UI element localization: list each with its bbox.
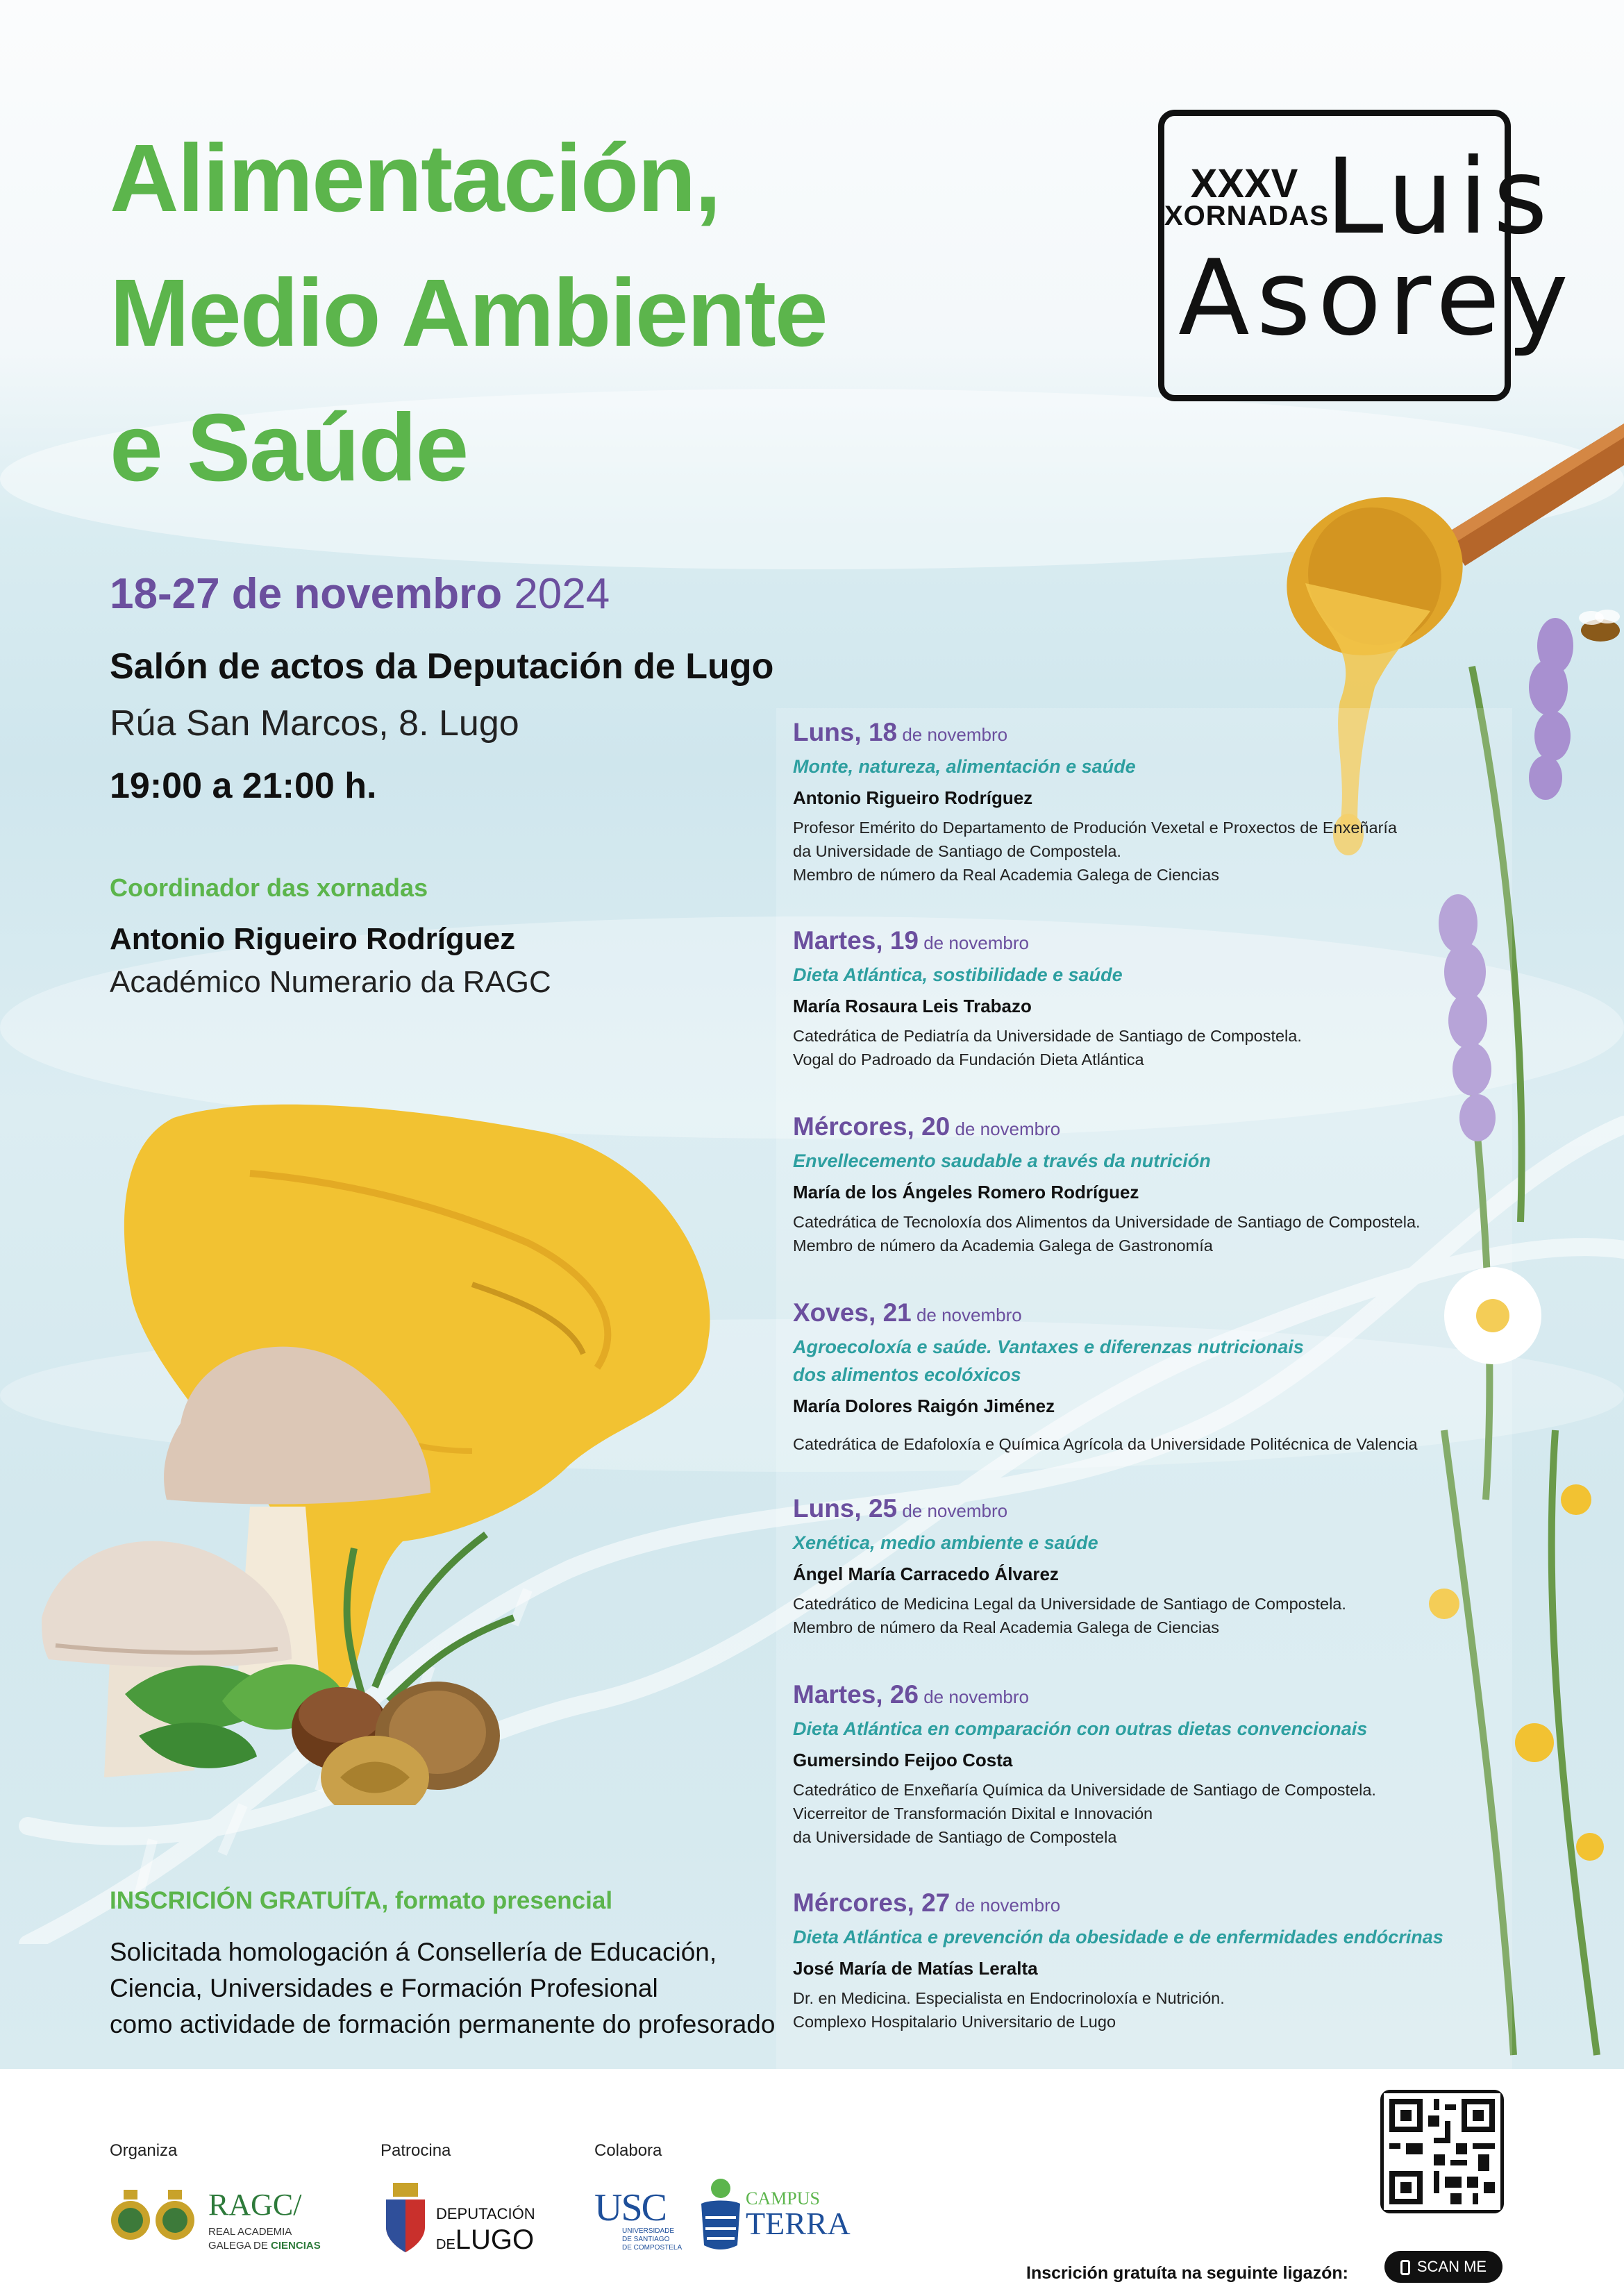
description-line: Dr. en Medicina. Especialista en Endocrinoloxía e Nutrición. bbox=[793, 1989, 1225, 2007]
session-description bbox=[793, 816, 1508, 887]
description-line: Complexo Hospitalario Universitario de Lugo bbox=[793, 2013, 1116, 2031]
description-line: Catedrática de Pediatría da Universidade de Santiago de Compostela. bbox=[793, 1027, 1302, 1045]
session-topic-line: Dieta Atlántica en comparación con outras dietas convencionais bbox=[793, 1718, 1368, 1739]
session-month: de novembro bbox=[897, 1500, 1008, 1521]
deputacion-crest-icon bbox=[380, 2179, 430, 2255]
session-topic-line: Dieta Atlántica, sostibilidade e saúde bbox=[793, 964, 1123, 985]
session-item bbox=[793, 926, 1508, 1071]
session-speaker: María de los Ángeles Romero Rodríguez bbox=[793, 1182, 1139, 1203]
deputacion-lugo: LUGO bbox=[455, 2224, 535, 2255]
description-line: Membro de número da Academia Galega de Gastronomía bbox=[793, 1237, 1213, 1255]
session-speaker: Ángel María Carracedo Álvarez bbox=[793, 1564, 1059, 1584]
session-day-label: Luns, 25 bbox=[793, 1494, 898, 1523]
registration-line: como actividade de formación permanente do profesorado bbox=[110, 2010, 776, 2038]
session-description bbox=[793, 1592, 1508, 1639]
phone-icon bbox=[1400, 2260, 1410, 2275]
session-month: de novembro bbox=[911, 1305, 1022, 1325]
deputacion-logo-text-2 bbox=[436, 2224, 534, 2256]
qr-code-icon[interactable] bbox=[1380, 2090, 1504, 2213]
ragc-logo-sub2a: GALEGA DE bbox=[208, 2240, 271, 2252]
description-line: Catedrático de Medicina Legal da Universidade de Santiago de Compostela. bbox=[793, 1595, 1346, 1613]
deputacion-logo-text-1: DEPUTACIÓN bbox=[436, 2205, 535, 2222]
session-speaker: María Rosaura Leis Trabazo bbox=[793, 996, 1032, 1016]
description-line: da Universidade de Santiago de Compostela bbox=[793, 1828, 1117, 1846]
campus-logo-text: CAMPUS bbox=[746, 2188, 820, 2209]
ragc-logo-sub2b: CIENCIAS bbox=[271, 2240, 321, 2252]
registration-text bbox=[110, 1934, 790, 2043]
session-day-label: Mércores, 20 bbox=[793, 1112, 951, 1141]
event-year: 2024 bbox=[502, 570, 610, 618]
session-topic bbox=[793, 961, 1508, 989]
event-venue: Salón de actos da Deputación de Lugo bbox=[110, 646, 774, 687]
session-month: de novembro bbox=[950, 1895, 1061, 1916]
scan-me-button[interactable] bbox=[1384, 2251, 1502, 2283]
session-topic bbox=[793, 1529, 1508, 1557]
session-day-label: Luns, 18 bbox=[793, 718, 898, 746]
description-line: Vogal do Padroado da Fundación Dieta Atlántica bbox=[793, 1050, 1144, 1069]
session-day bbox=[793, 1298, 1508, 1327]
session-item bbox=[793, 1298, 1508, 1456]
session-day-label: Mércores, 27 bbox=[793, 1888, 951, 1917]
registration-title: INSCRICIÓN GRATUÍTA, formato presencial bbox=[110, 1887, 613, 1914]
description-line: Membro de número da Real Academia Galega de Ciencias bbox=[793, 1618, 1219, 1636]
xornadas-logo bbox=[1158, 110, 1575, 401]
session-description bbox=[793, 1210, 1508, 1257]
session-topic bbox=[793, 1147, 1508, 1175]
usc-sub-line: DE COMPOSTELA bbox=[622, 2244, 683, 2252]
session-day bbox=[793, 1112, 1508, 1141]
description-line: Membro de número da Real Academia Galega de Ciencias bbox=[793, 866, 1219, 884]
deputacion-de: DE bbox=[436, 2237, 455, 2252]
session-day bbox=[793, 1680, 1508, 1709]
session-speaker: Antonio Rigueiro Rodríguez bbox=[793, 787, 1033, 808]
session-topic-line: Agroecoloxía e saúde. Vantaxes e diferenzas nutricionais bbox=[793, 1336, 1304, 1357]
food-illustration bbox=[42, 1090, 736, 1805]
description-line: Catedrática de Tecnoloxía dos Alimentos da Universidade de Santiago de Compostela. bbox=[793, 1213, 1421, 1231]
session-month: de novembro bbox=[919, 1686, 1029, 1707]
description-line: Profesor Emérito do Departamento de Produción Vexetal e Proxectos de Enxeñaría bbox=[793, 819, 1397, 837]
ragc-logo-sub1: REAL ACADEMIA bbox=[208, 2226, 292, 2238]
session-day bbox=[793, 1494, 1508, 1523]
session-description bbox=[793, 1986, 1508, 2034]
session-item bbox=[793, 1494, 1508, 1639]
nuts-illustration bbox=[292, 1682, 500, 1805]
terra-logo-text: TERRA bbox=[746, 2206, 851, 2241]
session-description bbox=[793, 1432, 1508, 1456]
scan-me-label: SCAN ME bbox=[1416, 2258, 1487, 2275]
session-day bbox=[793, 718, 1508, 747]
session-topic bbox=[793, 1715, 1508, 1743]
description-line: Vicerreitor de Transformación Dixital e Innovación bbox=[793, 1804, 1153, 1822]
session-month: de novembro bbox=[897, 724, 1008, 745]
event-hours: 19:00 a 21:00 h. bbox=[110, 766, 377, 806]
session-day bbox=[793, 926, 1508, 955]
colabora-label: Colabora bbox=[594, 2141, 662, 2160]
page-title bbox=[110, 111, 1012, 515]
logo-edition: XXXV bbox=[1190, 161, 1298, 206]
ragc-logo-sub2 bbox=[208, 2240, 321, 2252]
session-topic bbox=[793, 1333, 1508, 1389]
event-date-range: 18-27 de novembro bbox=[110, 570, 503, 618]
session-topic-line: Monte, natureza, alimentación e saúde bbox=[793, 756, 1136, 777]
usc-logo-text: USC bbox=[594, 2186, 666, 2229]
logo-series: XORNADAS bbox=[1164, 201, 1329, 231]
campus-terra-icon bbox=[696, 2176, 746, 2252]
session-month: de novembro bbox=[950, 1118, 1061, 1139]
session-item bbox=[793, 1888, 1508, 2034]
description-line: da Universidade de Santiago de Compostela. bbox=[793, 842, 1121, 860]
session-topic-line: dos alimentos ecolóxicos bbox=[793, 1364, 1021, 1385]
session-topic-line: Envellecemento saudable a través da nutrición bbox=[793, 1150, 1211, 1171]
session-topic-line: Xenética, medio ambiente e saúde bbox=[793, 1532, 1098, 1553]
session-description bbox=[793, 1778, 1508, 1849]
coordinator-role: Académico Numerario da RAGC bbox=[110, 965, 551, 999]
title-line: e Saúde bbox=[110, 394, 468, 501]
event-dates bbox=[110, 569, 610, 619]
session-item bbox=[793, 718, 1508, 887]
registration-line: Ciencia, Universidades e Formación Profesional bbox=[110, 1974, 658, 2002]
session-topic bbox=[793, 1923, 1508, 1951]
coordinator-name: Antonio Rigueiro Rodríguez bbox=[110, 922, 516, 956]
description-line: Catedrática de Edafoloxía e Química Agrícola da Universidade Politécnica de Valencia bbox=[793, 1435, 1418, 1453]
session-speaker: Gumersindo Feijoo Costa bbox=[793, 1750, 1013, 1770]
ragc-logo-text: RAGC/ bbox=[208, 2188, 302, 2222]
session-month: de novembro bbox=[919, 932, 1029, 953]
coordinator-label: Coordinador das xornadas bbox=[110, 873, 428, 902]
session-topic-line: Dieta Atlántica e prevención da obesidade e de enfermidades endócrinas bbox=[793, 1927, 1443, 1947]
session-topic bbox=[793, 753, 1508, 780]
inscription-link-label: Inscrición gratuíta na seguinte ligazón: bbox=[1026, 2263, 1348, 2283]
session-speaker: José María de Matías Leralta bbox=[793, 1958, 1038, 1979]
session-day-label: Martes, 26 bbox=[793, 1680, 919, 1709]
usc-logo-sub bbox=[622, 2227, 682, 2252]
session-speaker: María Dolores Raigón Jiménez bbox=[793, 1396, 1055, 1416]
session-day bbox=[793, 1888, 1508, 1918]
registration-line: Solicitada homologación á Consellería de Educación, bbox=[110, 1938, 717, 1966]
title-line: Medio Ambiente bbox=[110, 260, 827, 367]
session-item bbox=[793, 1680, 1508, 1849]
session-day-label: Martes, 19 bbox=[793, 926, 919, 955]
session-item bbox=[793, 1112, 1508, 1257]
ragc-crest-icon bbox=[110, 2186, 197, 2255]
description-line: Catedrático de Enxeñaría Química da Universidade de Santiago de Compostela. bbox=[793, 1781, 1376, 1799]
session-day-label: Xoves, 21 bbox=[793, 1298, 912, 1327]
event-address: Rúa San Marcos, 8. Lugo bbox=[110, 703, 519, 744]
usc-sub-line: UNIVERSIDADE bbox=[622, 2227, 675, 2235]
organiza-label: Organiza bbox=[110, 2141, 178, 2160]
session-description bbox=[793, 1024, 1508, 1071]
logo-name-1: Luis bbox=[1325, 137, 1553, 258]
title-line: Alimentación, bbox=[110, 125, 720, 232]
usc-sub-line: DE SANTIAGO bbox=[622, 2236, 670, 2243]
logo-name-2: Asorey bbox=[1178, 238, 1575, 359]
patrocina-label: Patrocina bbox=[380, 2141, 451, 2160]
